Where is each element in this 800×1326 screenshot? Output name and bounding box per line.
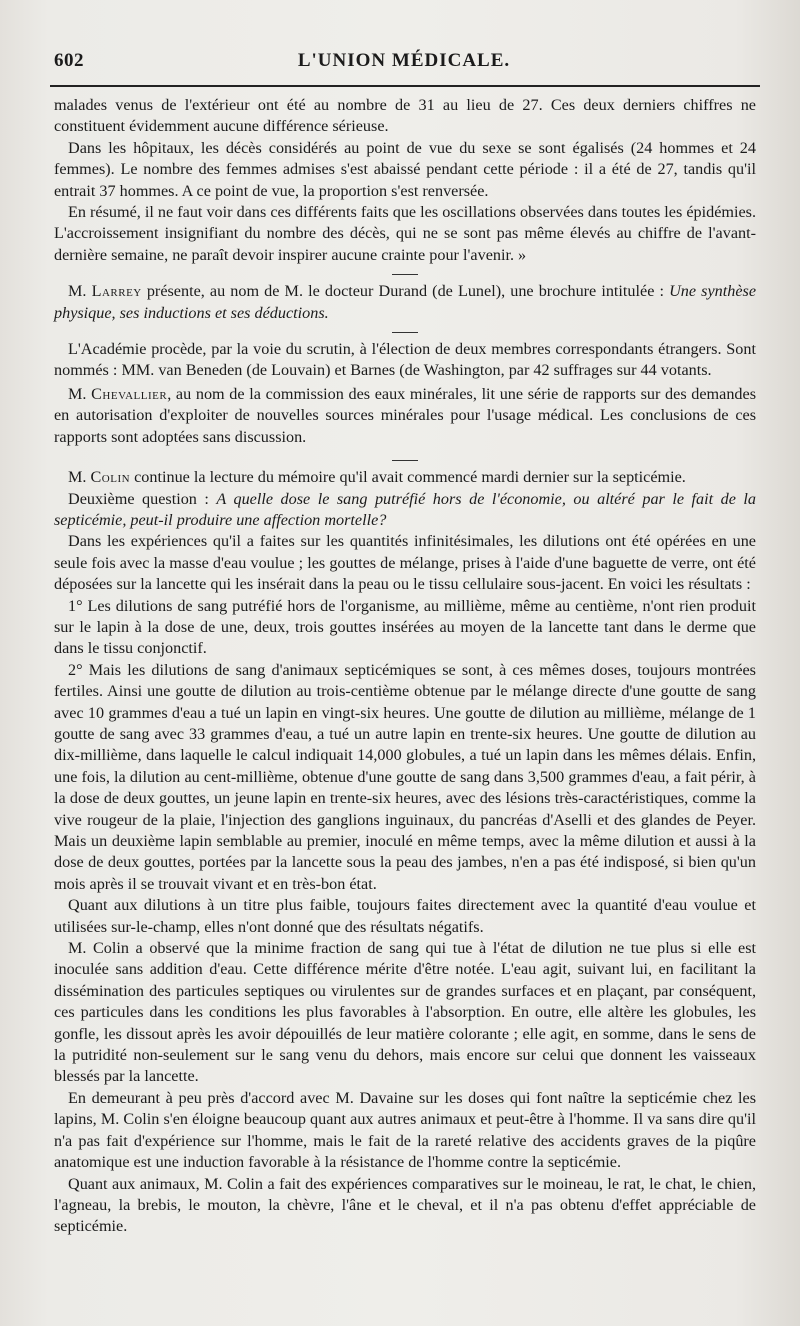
article-body [54, 95, 756, 1238]
page-header [54, 50, 754, 80]
paragraph-larrey [54, 281, 756, 324]
paragraph-chevallier [54, 384, 756, 448]
paragraph-animaux: Quant aux animaux, M. Colin a fait des expériences comparatives sur le moineau, le rat, le chat, le chien, l'agneau, la brebis, le mouton, la chèvre, l'âne et le cheval, et il n'a pas obtenu d'effet appréciable de septicémie. [54, 1174, 756, 1236]
speaker-prefix: M. [68, 384, 87, 403]
paragraph-minime: M. Colin a observé que la minime fraction de sang qui tue à l'état de dilution ne tue plus si elle est inoculée sans addition d'eau. Cette différence mérite d'être notée. L'eau agit, suivant lui, en facilitant la dissémination des particules septiques ou virulentes sur de grandes surfaces et en plaçant, par conséquent, ces particules dans les conditions les plus favorables à l'absorption. En outre, elle altère les globules, les gonfle, les dissout après les avoir dépouillés de leur matière colorante ; elle agit, en somme, dans le sens de la putridité non-seulement sur le sang venu du dehors, mais encore sur celui que donnent les vaisseaux blessés par la lancette. [54, 939, 756, 1086]
section-separator [392, 274, 418, 275]
speaker-name: Chevallier [91, 384, 168, 403]
paragraph-demeurant: En demeurant à peu près d'accord avec M. Davaine sur les doses qui font naître la septicémie chez les lapins, M. Colin s'en éloigne beaucoup quant aux autres animaux et peut-être à l'homme. Il va sans dire qu'il n'a pas fait d'expérience sur l'homme, mais le fait de la rareté relative des accidents graves de la piqûre anatomique est une induction favorable à la résistance de l'homme contre la septicémie. [54, 1088, 756, 1172]
paragraph-continuation: malades venus de l'extérieur ont été au nombre de 31 au lieu de 27. Ces deux derniers chiffres ne constituent évidemment aucune différence sérieuse. [54, 96, 756, 136]
brochure-title: Une synthèse physique, ses inductions et ses déductions. [54, 282, 757, 322]
paragraph-text: continue la lecture du mémoire qu'il avait commencé mardi dernier sur la septicémie. [130, 468, 686, 487]
speaker-prefix: M. [68, 468, 87, 487]
running-title: L'UNION MÉDICALE. [297, 50, 511, 71]
paragraph-text: présente, au nom de M. le docteur Durand (de Lunel), une brochure intitulée : [141, 282, 670, 301]
paragraph-election: L'Académie procède, par la voie du scrutin, à l'élection de deux membres correspondants étrangers. Sont nommés : MM. van Beneden (de Louvain) et Barnes (de Washington, par 42 suffrages sur 44 votants. [54, 340, 756, 380]
speaker-name: Larrey [91, 282, 142, 301]
section-separator [392, 460, 418, 461]
paragraph-question [54, 489, 756, 532]
paragraph-colin-intro [54, 467, 756, 488]
speaker-prefix: M. [68, 282, 87, 301]
paragraph-result-1: 1° Les dilutions de sang putréfié hors de l'organisme, au millième, même au centième, n'ont rien produit sur le lapin à la dose de une, deux, trois gouttes insérées au moyen de la lancette tant dans le derme que dans le tissu conjonctif. [54, 596, 756, 658]
header-rule [50, 85, 760, 87]
paragraph-resume: En résumé, il ne faut voir dans ces différents faits que les oscillations observées dans toutes les épidémies. L'accroissement insignifiant du nombre des décès, qui ne se sont pas même élevés au chiffre de l'avant-dernière semaine, ne paraît devoir inspirer aucune crainte pour l'avenir. » [54, 203, 756, 264]
page-number: 602 [54, 50, 84, 71]
paragraph-result-2: 2° Mais les dilutions de sang d'animaux septicémiques se sont, à ces mêmes doses, toujours montrées fertiles. Ainsi une goutte de dilution au trois-centième obtenue par le mélange directe d'une goutte de sang avec 10 grammes d'eau a tué un lapin en vingt-six heures. Une goutte de dilution au millième, mélange de 1 goutte de sang avec 33 grammes d'eau, a tué un autre lapin en trente-six heures. Une goutte de dilution au dix-millième, dans laquelle le calcul indiquait 14,000 globules, a tué un lapin dans les mêmes délais. Enfin, une fois, la dilution au cent-millième, obtenue d'une goutte de sang dans 3,500 grammes d'eau, a fait périr, à la dose de deux gouttes, un jeune lapin en trente-six heures, avec des lésions très-caractéristiques, comme la vive rougeur de la plaie, l'injection des ganglions inguinaux, du pancréas d'Aselli et des glandes de Peyer. Mais un deuxième lapin semblable au premier, inoculé en même temps, avec la même dilution et aussi à la dose de deux gouttes, portées par la lancette sous la peau des jambes, n'en a pas été indisposé, si bien qu'un mois après il se trouvait vivant et en très-bon état. [54, 660, 756, 893]
paragraph-quant: Quant aux dilutions à un titre plus faible, toujours faites directement avec la quantité d'eau voulue et utilisées sur-le-champ, elles n'ont donné que des résultats négatifs. [54, 896, 756, 936]
paragraph-experiences: Dans les expériences qu'il a faites sur les quantités infinitésimales, les dilutions ont été opérées en une seule fois avec la masse d'eau voulue ; les gouttes de mélange, prises à l'aide d'une baguette de verre, ont été déposées sur la lancette qui les insérait dans la peau ou le tissu cellulaire sous-jacent. En voici les résultats : [54, 532, 756, 594]
question-text: A quelle dose le sang putréfié hors de l'économie, ou altéré par le fait de la septicémie, peut-il produire une affection mortelle? [54, 489, 756, 529]
speaker-name: Colin [90, 468, 131, 487]
section-separator [392, 332, 418, 333]
paragraph-text: , au nom de la commission des eaux minérales, lit une série de rapports sur des demandes en autorisation d'exploiter de nouvelles sources minérales pour l'usage médical. Les conclusions de ces rapports sont adoptées sans discussion. [54, 384, 757, 446]
paragraph-hopitaux: Dans les hôpitaux, les décès considérés au point de vue du sexe se sont égalisés (24 hommes et 24 femmes). Le nombre des femmes admises s'est abaissé pendant cette période : il a été de 27, tandis qu'il entrait 37 hommes. A ce point de vue, la proportion s'est renversée. [54, 138, 756, 200]
question-lead: Deuxième question : [68, 489, 217, 508]
